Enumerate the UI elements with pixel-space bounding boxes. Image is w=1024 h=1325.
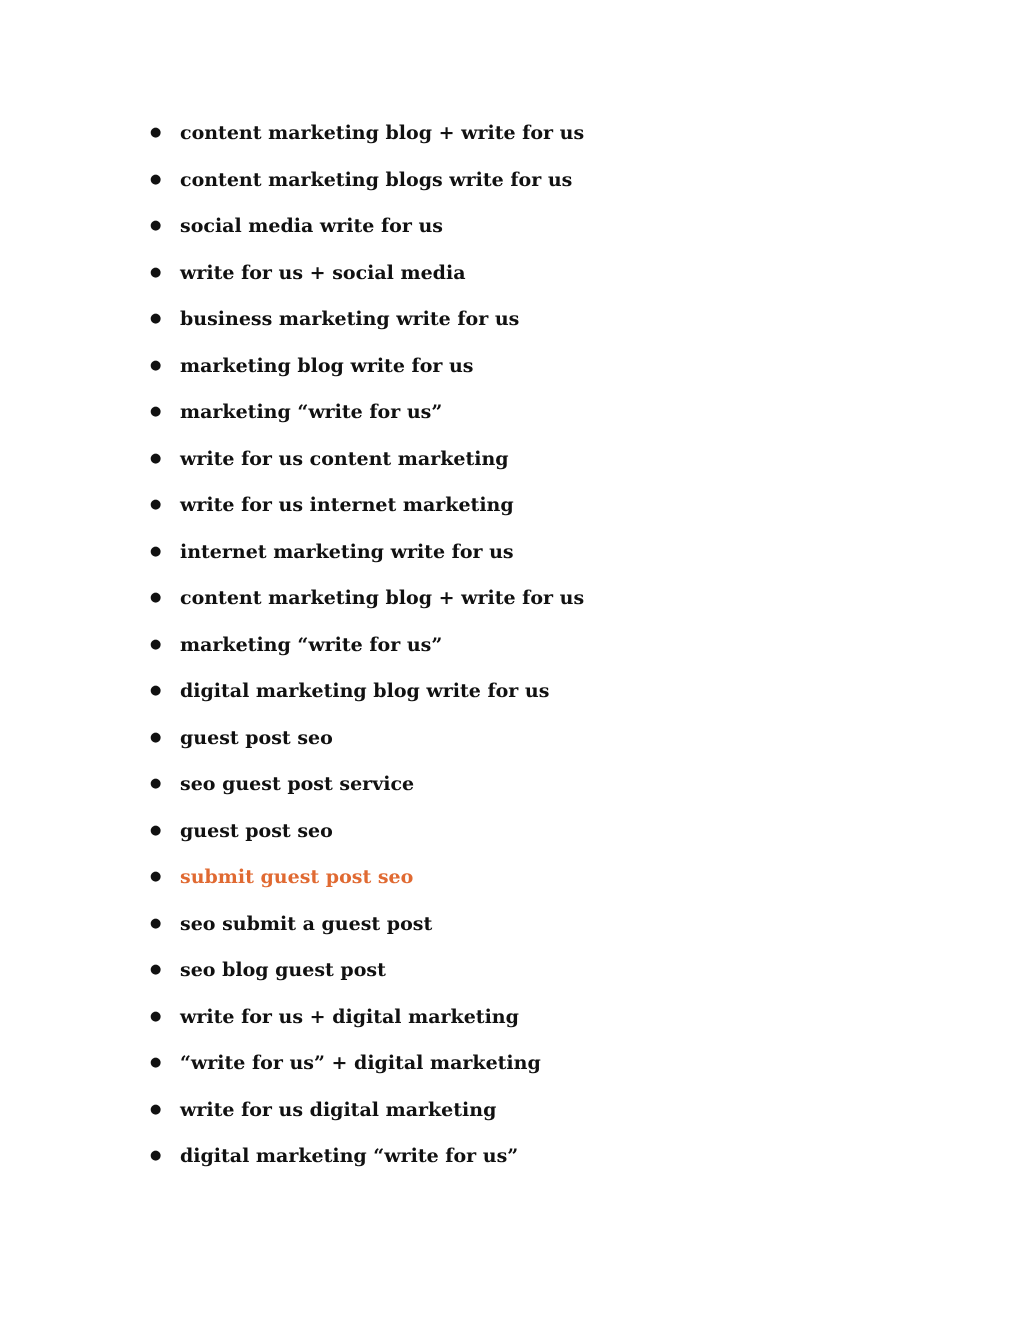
list-item <box>150 1044 910 1091</box>
keyword-text: content marketing blog + write for us <box>180 587 585 609</box>
list-item <box>150 533 910 580</box>
list-item <box>150 812 910 859</box>
list-item <box>150 114 910 161</box>
keyword-text: guest post seo <box>180 726 333 749</box>
keyword-text: content marketing blog + write for us <box>180 122 585 144</box>
list-item <box>150 1091 910 1138</box>
list-item <box>150 1137 910 1184</box>
list-item <box>150 905 910 952</box>
keyword-text: social media write for us <box>180 215 443 237</box>
list-item <box>150 347 910 394</box>
list-item <box>150 300 910 347</box>
list-item <box>150 254 910 301</box>
list-item <box>150 161 910 208</box>
bullet-icon: ● <box>150 404 162 419</box>
bullet-icon: ● <box>150 357 162 373</box>
keyword-link[interactable]: submit guest post seo <box>180 866 414 888</box>
bullet-icon: ● <box>150 1008 162 1024</box>
bullet-icon: ● <box>150 311 162 326</box>
bullet-icon: ● <box>150 543 162 559</box>
keyword-text: write for us digital marketing <box>180 1098 497 1121</box>
bullet-icon: ● <box>150 171 162 187</box>
bullet-icon: ● <box>150 1148 162 1163</box>
list-item <box>150 765 910 812</box>
list-item <box>150 486 910 533</box>
keyword-text: “write for us” + digital marketing <box>180 1052 541 1074</box>
bullet-icon: ● <box>150 497 162 512</box>
bullet-icon: ● <box>150 218 162 233</box>
list-item <box>150 440 910 487</box>
keyword-text: write for us internet marketing <box>180 494 514 516</box>
bullet-icon: ● <box>150 1101 162 1117</box>
keyword-text: digital marketing blog write for us <box>180 680 550 702</box>
bullet-icon: ● <box>150 264 162 280</box>
bullet-icon: ● <box>150 915 162 931</box>
bullet-icon: ● <box>150 450 162 466</box>
keyword-text: business marketing write for us <box>180 308 520 330</box>
bullet-icon: ● <box>150 776 162 791</box>
keyword-text: seo submit a guest post <box>180 912 433 935</box>
bullet-icon: ● <box>150 683 162 698</box>
list-item <box>150 626 910 673</box>
bullet-icon: ● <box>150 1055 162 1070</box>
list-item-link[interactable] <box>150 858 910 905</box>
bullet-icon: ● <box>150 962 162 977</box>
list-item <box>150 951 910 998</box>
list-item <box>150 207 910 254</box>
keyword-text: marketing “write for us” <box>180 633 443 656</box>
keyword-text: marketing “write for us” <box>180 401 443 423</box>
bullet-icon: ● <box>150 125 162 140</box>
keyword-text: internet marketing write for us <box>180 540 514 563</box>
list-item <box>150 672 910 719</box>
list-item <box>150 998 910 1045</box>
keyword-list <box>150 114 910 1184</box>
keyword-text: write for us content marketing <box>180 447 509 470</box>
list-item <box>150 579 910 626</box>
keyword-text: marketing blog write for us <box>180 354 474 377</box>
bullet-icon: ● <box>150 869 162 884</box>
bullet-icon: ● <box>150 636 162 652</box>
keyword-text: digital marketing “write for us” <box>180 1145 519 1167</box>
bullet-icon: ● <box>150 822 162 838</box>
keyword-text: seo blog guest post <box>180 959 386 981</box>
list-item <box>150 719 910 766</box>
keyword-text: guest post seo <box>180 819 333 842</box>
keyword-text: content marketing blogs write for us <box>180 168 573 191</box>
list-item <box>150 393 910 440</box>
keyword-text: write for us + digital marketing <box>180 1005 519 1028</box>
bullet-icon: ● <box>150 590 162 605</box>
keyword-text: write for us + social media <box>180 261 466 284</box>
bullet-icon: ● <box>150 729 162 745</box>
keyword-text: seo guest post service <box>180 773 415 795</box>
